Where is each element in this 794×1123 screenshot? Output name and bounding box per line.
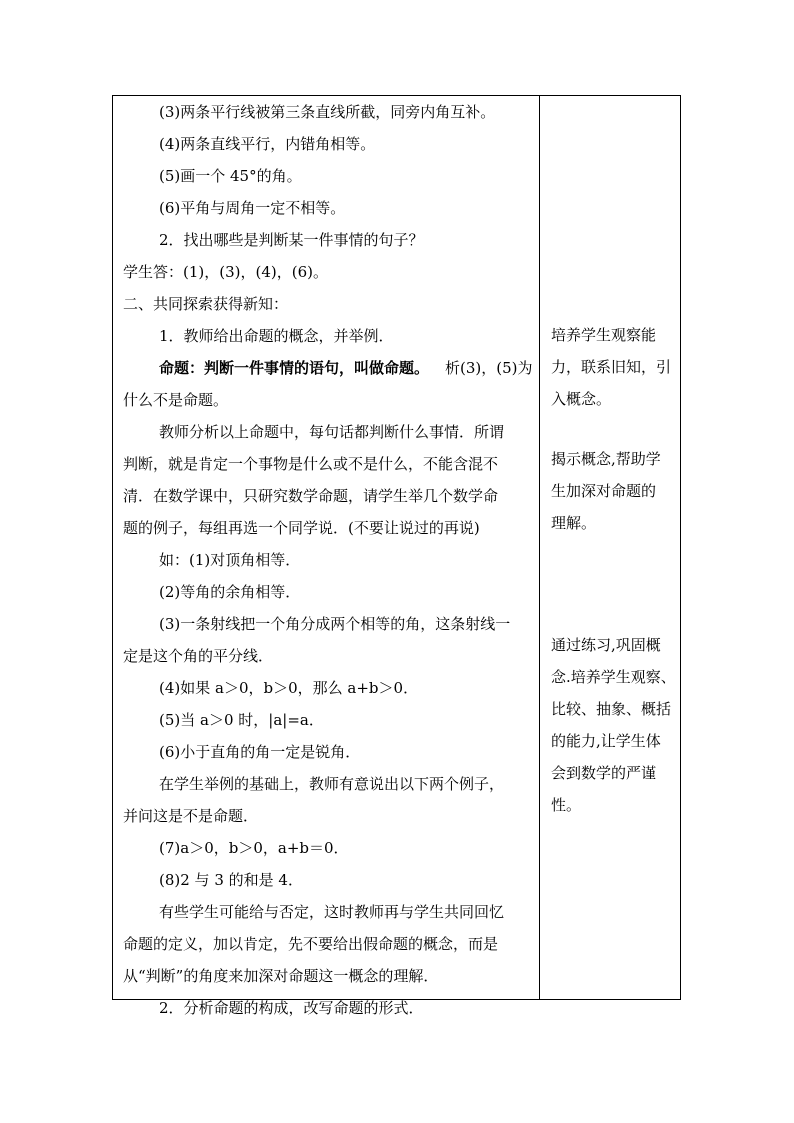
text-line: (2)等角的余角相等． [159,583,301,601]
text-line: (4)如果 a＞0，b＞0，那么 a+b＞0． [159,679,419,697]
side-note-line: 性。 [551,796,582,814]
side-note-line: 入概念。 [551,390,612,408]
text-line: 析(3)，(5)为 [445,359,533,377]
text-line: 定是这个角的平分线． [123,647,274,665]
text-line: 判断，就是肯定一个事物是什么或不是什么，不能含混不 [123,455,499,473]
text-line: 2．找出哪些是判断某一件事情的句子？ [159,231,424,249]
text-line: 命题的定义，加以肯定，先不要给出假命题的概念，而是 [123,935,499,953]
text-line: 教师分析以上命题中，每句话都判断什么事情．所谓 [159,423,505,441]
text-line: 什么不是命题。 [123,391,229,409]
side-note-line: 念.培养学生观察、 [551,668,676,686]
side-note-line: 比较、抽象、概括 [551,700,672,718]
text-line: 学生答：(1)，(3)，(4)，(6)。 [123,263,328,281]
text-line: 题的例子，每组再选一个同学说．(不要让说过的再说) [123,519,480,537]
text-line: (6)平角与周角一定不相等。 [159,199,346,217]
side-note-line: 理解。 [551,514,597,532]
side-note-line: 生加深对命题的 [551,482,657,500]
side-note-line: 通过练习,巩固概 [551,636,661,654]
text-line: (4)两条直线平行，内错角相等。 [159,135,376,153]
text-line: 1．教师给出命题的概念，并举例． [159,327,394,345]
text-line: (5)画一个 45°的角。 [159,167,302,185]
text-line: 从“判断”的角度来加深对命题这一概念的理解． [123,967,439,985]
text-line: 清．在数学课中，只研究数学命题，请学生举几个数学命 [123,487,499,505]
section-heading: 二、共同探索获得新知： [123,295,289,313]
side-note-line: 揭示概念,帮助学 [551,450,661,468]
text-line: (3)两条平行线被第三条直线所截，同旁内角互补。 [159,103,496,121]
text-line: (3)一条射线把一个角分成两个相等的角，这条射线一 [159,615,511,633]
text-line: 在学生举例的基础上，教师有意说出以下两个例子， [159,775,505,793]
side-note-line: 会到数学的严谨 [551,764,657,782]
text-line: (5)当 a＞0 时，|a|=a． [159,711,324,729]
text-line: (7)a＞0，b＞0，a+b＝0． [159,839,349,857]
text-line: 如：(1)对顶角相等． [159,551,301,569]
text-line: (8)2 与 3 的和是 4． [159,871,303,889]
text-line: 有些学生可能给与否定，这时教师再与学生共同回忆 [159,903,505,921]
definition-bold: 命题：判断一件事情的语句，叫做命题。 [159,359,430,377]
text-line: 并问这是不是命题． [123,807,259,825]
side-note-line: 的能力,让学生体 [551,732,661,750]
side-note-line: 力，联系旧知，引 [551,358,672,376]
side-note-line: 培养学生观察能 [551,326,657,344]
lesson-plan-table [112,95,681,1017]
text-line: 2．分析命题的构成，改写命题的形式． [159,999,424,1017]
text-line: (6)小于直角的角一定是锐角． [159,743,361,761]
